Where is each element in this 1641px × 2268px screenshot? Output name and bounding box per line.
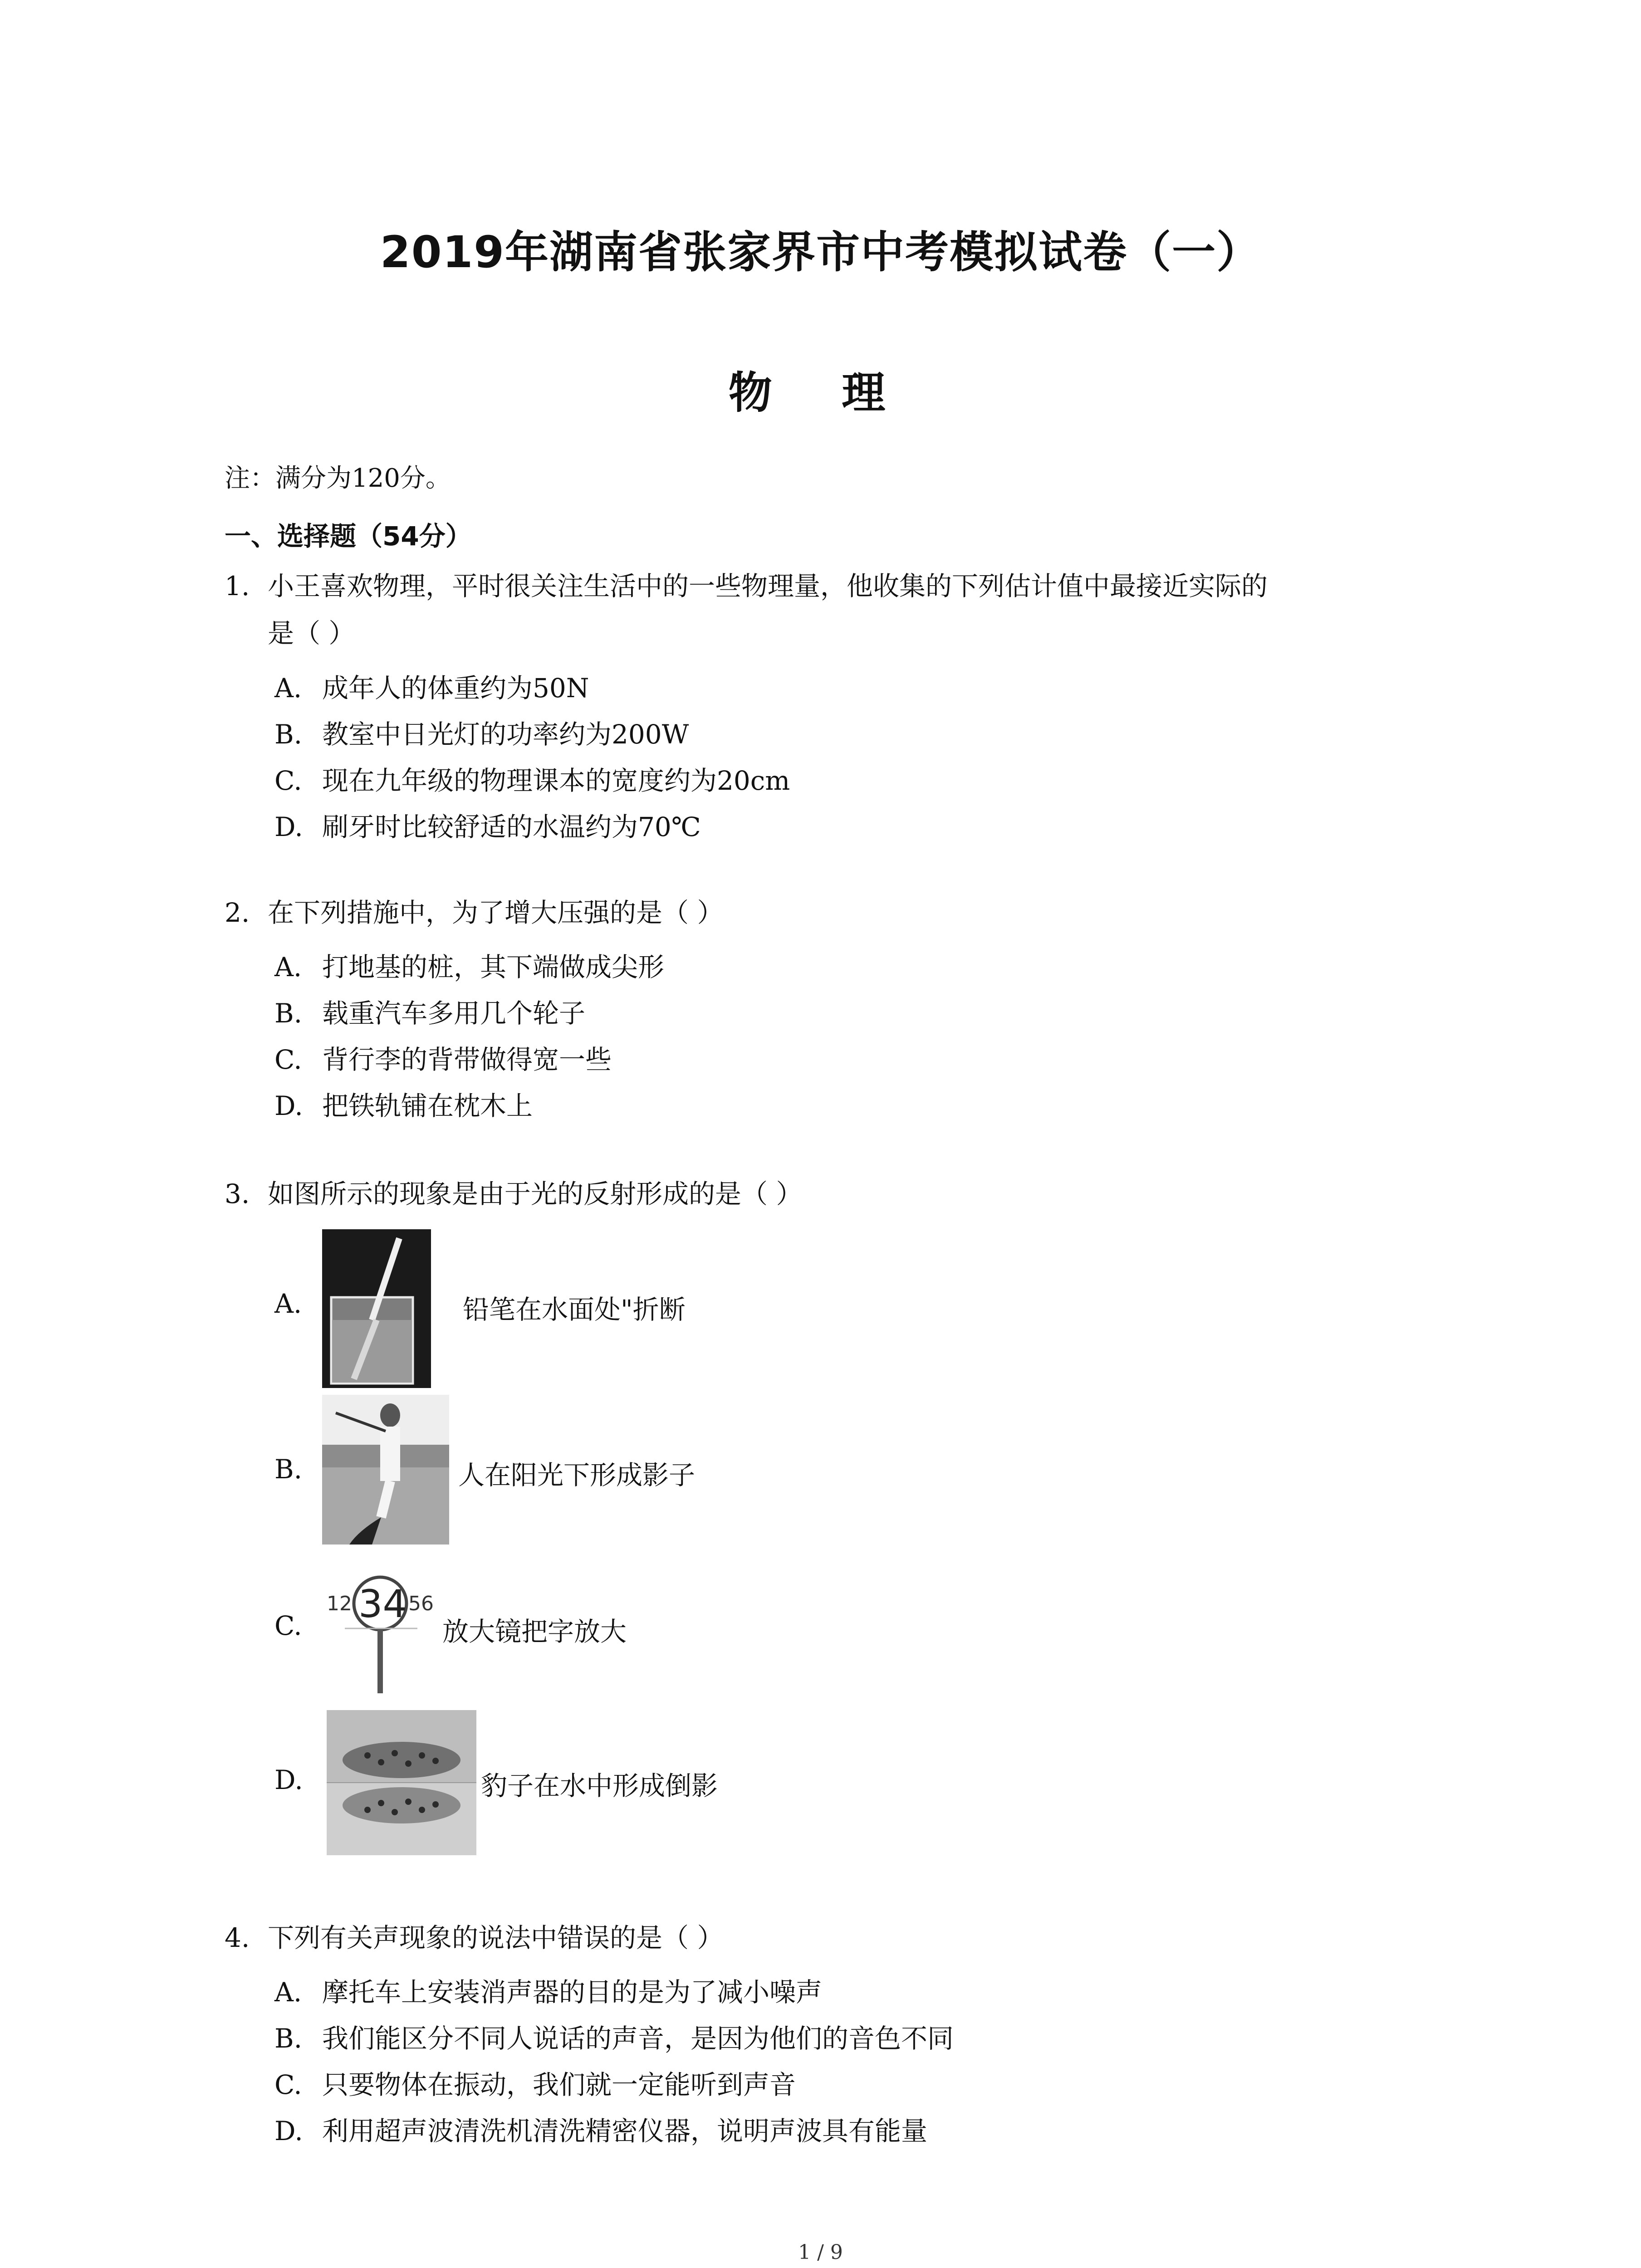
option-letter: A.	[274, 1977, 302, 2008]
option-text: 我们能区分不同人说话的声音，是因为他们的音色不同	[322, 2023, 954, 2054]
magnifier-text-center: 34	[358, 1582, 407, 1626]
option-c[interactable]	[274, 759, 790, 797]
question-1	[225, 562, 1450, 657]
option-letter: B.	[274, 719, 303, 750]
score-note: 注：满分为120分。	[225, 464, 451, 493]
option-text: 打地基的桩，其下端做成尖形	[322, 952, 665, 982]
question-3	[225, 1170, 1450, 1217]
option-c[interactable]	[274, 1038, 612, 1076]
option-letter: B.	[274, 2023, 303, 2054]
question-number: 1.	[225, 571, 250, 601]
option-d[interactable]	[274, 806, 701, 844]
magnifier-image	[322, 1560, 440, 1696]
option-a[interactable]	[274, 1288, 322, 1319]
option-c-caption: 放大镜把字放大	[442, 1616, 627, 1647]
option-text: 现在九年级的物理课本的宽度约为20cm	[322, 765, 790, 796]
option-a-caption: 铅笔在水面处"折断	[463, 1294, 686, 1325]
option-a[interactable]	[274, 946, 664, 984]
question-2	[225, 889, 1450, 936]
option-b-caption: 人在阳光下形成影子	[458, 1460, 696, 1491]
subject-title: 物 理	[728, 367, 913, 418]
pencil-in-water-image	[322, 1229, 431, 1388]
option-letter: B.	[274, 998, 303, 1029]
option-letter: D.	[274, 1765, 303, 1795]
question-number: 3.	[225, 1178, 250, 1209]
option-letter: A.	[274, 1288, 302, 1319]
question-text: 下列有关声现象的说法中错误的是（ ）	[268, 1922, 724, 1953]
option-b[interactable]	[274, 1454, 322, 1485]
option-text: 刷牙时比较舒适的水温约为70℃	[322, 811, 701, 842]
option-letter: A.	[274, 673, 302, 704]
option-text: 教室中日光灯的功率约为200W	[322, 719, 689, 750]
option-letter: D.	[274, 1090, 303, 1121]
page-number: 1 / 9	[798, 2241, 843, 2264]
option-letter: C.	[274, 1044, 302, 1075]
option-letter: A.	[274, 952, 302, 982]
option-letter: B.	[274, 1454, 303, 1485]
option-a[interactable]	[274, 667, 589, 705]
option-text: 摩托车上安装消声器的目的是为了减小噪声	[322, 1977, 823, 2008]
question-text: 在下列措施中，为了增大压强的是（ ）	[268, 897, 724, 928]
option-letter: D.	[274, 811, 303, 842]
option-letter: C.	[274, 2069, 302, 2100]
option-text: 背行李的背带做得宽一些	[322, 1044, 612, 1075]
question-text-cont: 是（ ）	[268, 618, 355, 649]
question-4	[225, 1914, 1450, 1961]
option-letter: C.	[274, 765, 302, 796]
shadow-image	[322, 1395, 449, 1545]
option-b[interactable]	[274, 713, 689, 751]
question-number: 4.	[225, 1922, 250, 1953]
option-text: 载重汽车多用几个轮子	[322, 998, 586, 1029]
magnifier-text-left: 12	[327, 1592, 352, 1615]
question-number: 2.	[225, 897, 250, 928]
reflection-image	[327, 1710, 476, 1855]
option-text: 成年人的体重约为50N	[322, 673, 589, 704]
option-text: 把铁轨铺在枕木上	[322, 1090, 533, 1121]
option-c[interactable]	[274, 2063, 796, 2102]
option-d[interactable]	[274, 2110, 927, 2148]
option-letter: D.	[274, 2116, 303, 2146]
page-title: 2019年湖南省张家界市中考模拟试卷（一）	[380, 227, 1261, 278]
question-text: 小王喜欢物理，平时很关注生活中的一些物理量，他收集的下列估计值中最接近实际的	[268, 571, 1268, 601]
option-a[interactable]	[274, 1971, 822, 2009]
option-text: 只要物体在振动，我们就一定能听到声音	[322, 2069, 796, 2100]
magnifier-text-right: 56	[408, 1592, 434, 1615]
section-heading: 一、选择题（54分）	[225, 521, 472, 552]
option-text: 利用超声波清洗机清洗精密仪器，说明声波具有能量	[322, 2116, 928, 2146]
option-letter: C.	[274, 1610, 302, 1641]
option-b[interactable]	[274, 2017, 954, 2055]
option-d-caption: 豹子在水中形成倒影	[481, 1770, 718, 1801]
question-text: 如图所示的现象是由于光的反射形成的是（ ）	[268, 1178, 803, 1209]
option-b[interactable]	[274, 992, 585, 1030]
option-d[interactable]	[274, 1085, 533, 1123]
option-c[interactable]	[274, 1610, 322, 1641]
option-d[interactable]	[274, 1765, 322, 1795]
